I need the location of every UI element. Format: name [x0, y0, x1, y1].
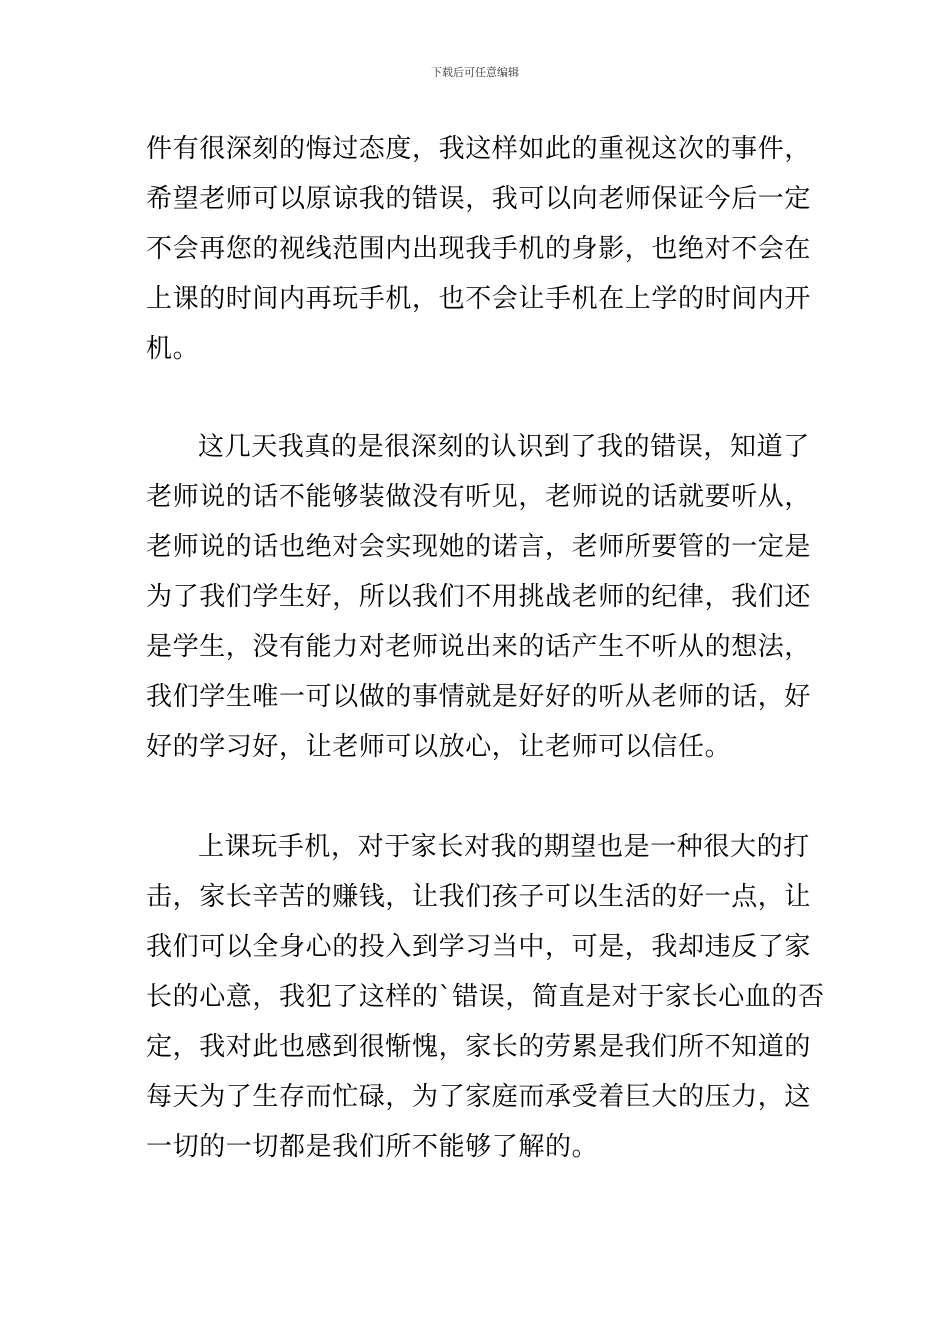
- paragraph-3-line-3: 我们可以全身心的投入到学习当中，可是，我却违反了家: [146, 932, 812, 962]
- paragraph-3-line-2: 击，家长辛苦的赚钱，让我们孩子可以生活的好一点，让: [146, 882, 812, 912]
- paragraph-2-line-1: 这几天我真的是很深刻的认识到了我的错误，知道了: [198, 432, 810, 462]
- paragraph-2-line-4: 为了我们学生好，所以我们不用挑战老师的纪律，我们还: [146, 582, 812, 612]
- paragraph-1-line-4: 上课的时间内再玩手机，也不会让手机在上学的时间内开: [146, 284, 812, 314]
- paragraph-1-line-2: 希望老师可以原谅我的错误，我可以向老师保证今后一定: [146, 184, 812, 214]
- paragraph-2-line-5: 是学生，没有能力对老师说出来的话产生不听从的想法，: [146, 632, 812, 662]
- paragraph-2-line-3: 老师说的话也绝对会实现她的诺言，老师所要管的一定是: [146, 532, 812, 562]
- paragraph-1-line-3: 不会再您的视线范围内出现我手机的身影，也绝对不会在: [146, 234, 812, 264]
- paragraph-3-line-1: 上课玩手机，对于家长对我的期望也是一种很大的打: [198, 832, 810, 862]
- paragraph-3-line-4: 长的心意，我犯了这样的`错误，简直是对于家长心血的否: [146, 982, 825, 1012]
- paragraph-3-line-5: 定，我对此也感到很惭愧，家长的劳累是我们所不知道的: [146, 1032, 812, 1062]
- paragraph-1-line-5: 机。: [146, 334, 200, 364]
- paragraph-2-line-6: 我们学生唯一可以做的事情就是好好的听从老师的话，好: [146, 682, 812, 712]
- paragraph-3-line-6: 每天为了生存而忙碌，为了家庭而承受着巨大的压力，这: [146, 1082, 812, 1112]
- paragraph-2-line-2: 老师说的话不能够装做没有听见，老师说的话就要听从，: [146, 482, 812, 512]
- paragraph-3-line-7: 一切的一切都是我们所不能够了解的。: [146, 1132, 599, 1162]
- paragraph-1-line-1: 件有很深刻的悔过态度，我这样如此的重视这次的事件，: [146, 134, 812, 164]
- paragraph-2-line-7: 好的学习好，让老师可以放心，让老师可以信任。: [146, 732, 732, 762]
- page-header-note: 下载后可任意编辑: [431, 66, 519, 79]
